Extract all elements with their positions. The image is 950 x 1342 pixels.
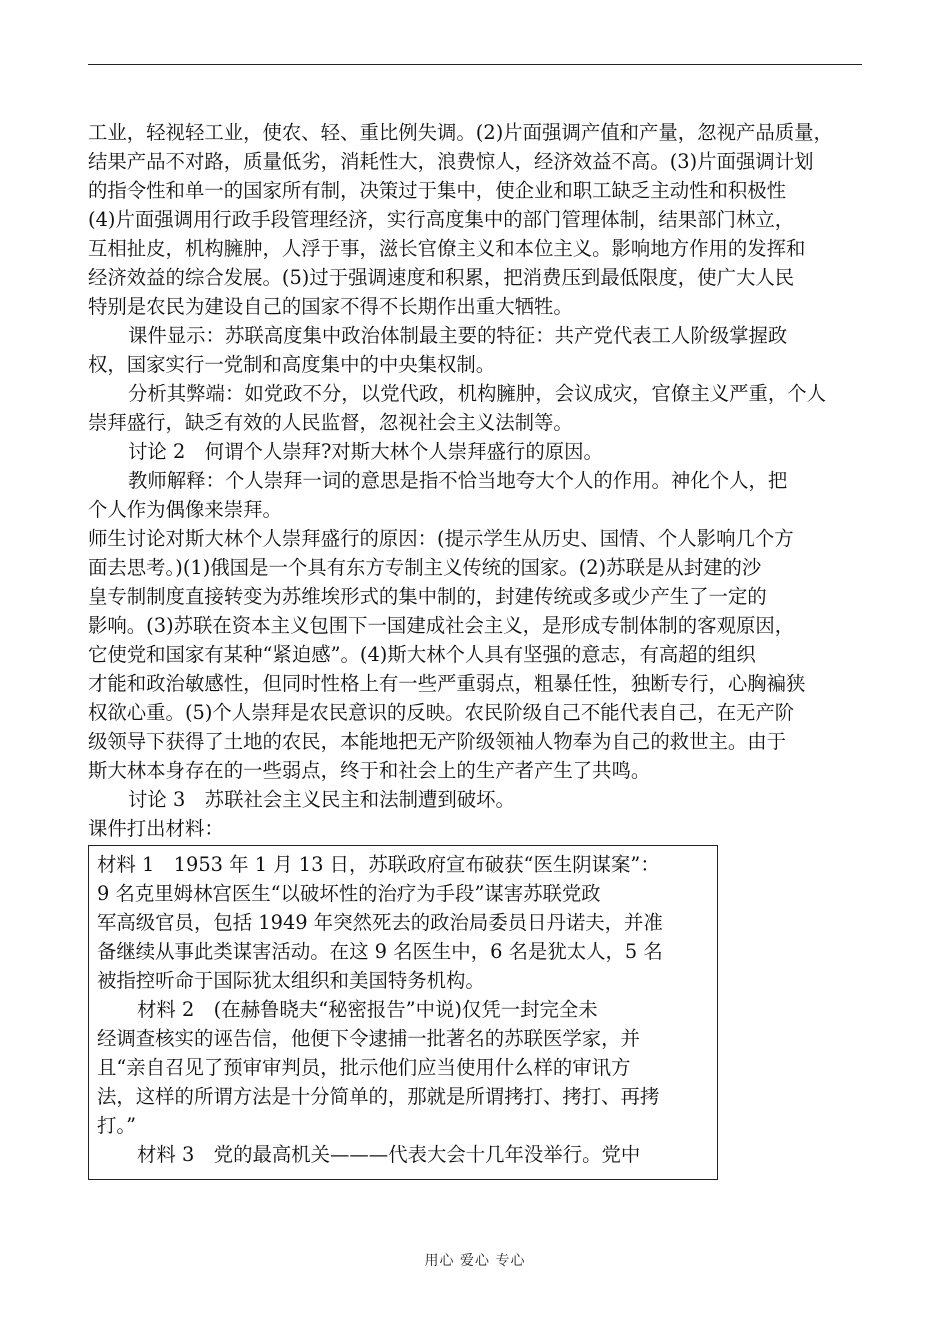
material-line: 且“亲自召见了预审审判员，批示他们应当使用什么样的审讯方 (97, 1056, 631, 1079)
body-line: 课件打出材料： (88, 817, 224, 840)
body-line: 互相扯皮，机构臃肿，人浮于事，滋长官僚主义和本位主义。影响地方作用的发挥和 (88, 237, 806, 260)
body-line: 影响。(3)苏联在资本主义包围下一国建成社会主义，是形成专制体制的客观原因， (88, 614, 795, 637)
body-line: 级领导下获得了土地的农民，本能地把无产阶级领袖人物奉为自己的救世主。由于 (88, 730, 787, 753)
discussion-heading: 讨论 3 苏联社会主义民主和法制遭到破坏。 (128, 788, 515, 811)
body-line: 特别是农民为建设自己的国家不得不长期作出重大牺牲。 (88, 295, 573, 318)
document-body (88, 118, 868, 1180)
material-line: 材料 3 党的最高机关———代表大会十几年没举行。党中 (137, 1143, 641, 1166)
header-rule (88, 64, 862, 65)
body-line: 面去思考。)(1)俄国是一个具有东方专制主义传统的国家。(2)苏联是从封建的沙 (88, 556, 762, 579)
material-box (88, 845, 718, 1180)
material-line: 9 名克里姆林宫医生“以破坏性的治疗为手段”谋害苏联党政 (97, 882, 601, 905)
body-line: 分析其弊端：如党政不分，以党代政，机构臃肿，会议成灾，官僚主义严重，个人 (128, 382, 827, 405)
material-line: 军高级官员，包括 1949 年突然死去的政治局委员日丹诺夫，并准 (97, 911, 663, 934)
body-line: 课件显示：苏联高度集中政治体制最主要的特征：共产党代表工人阶级掌握政 (128, 324, 788, 347)
body-line: 权欲心重。(5)个人崇拜是农民意识的反映。农民阶级自己不能代表自己，在无产阶 (88, 701, 795, 724)
material-line: 被指控听命于国际犹太组织和美国特务机构。 (97, 969, 485, 992)
body-line: 师生讨论对斯大林个人崇拜盛行的原因：(提示学生从历史、国情、个人影响几个方 (88, 527, 794, 550)
body-line: 的指令性和单一的国家所有制，决策过于集中，使企业和职工缺乏主动性和积极性 (88, 179, 787, 202)
page-footer: 用心 爱心 专心 (424, 1253, 526, 1269)
body-line: 结果产品不对路，质量低劣，消耗性大，浪费惊人，经济效益不高。(3)片面强调计划 (88, 150, 814, 173)
body-line: 崇拜盛行，缺乏有效的人民监督，忽视社会主义法制等。 (88, 411, 573, 434)
body-line: 它使党和国家有某种“紧迫感”。(4)斯大林个人具有坚强的意志，有高超的组织 (88, 643, 756, 666)
material-line: 经调查核实的诬告信，他便下令逮捕一批著名的苏联医学家，并 (97, 1027, 640, 1050)
body-line: 才能和政治敏感性，但同时性格上有一些严重弱点，粗暴任性，独断专行，心胸褊狭 (88, 672, 806, 695)
material-line: 法，这样的所谓方法是十分简单的，那就是所谓拷打、拷打、再拷 (97, 1085, 660, 1108)
body-line: 教师解释：个人崇拜一词的意思是指不恰当地夸大个人的作用。神化个人，把 (128, 469, 788, 492)
body-line: 工业，轻视轻工业，使农、轻、重比例失调。(2)片面强调产值和产量，忽视产品质量， (88, 121, 833, 144)
body-line: 斯大林本身存在的一些弱点，终于和社会上的生产者产生了共鸣。 (88, 759, 651, 782)
discussion-heading: 讨论 2 何谓个人崇拜?对斯大林个人崇拜盛行的原因。 (128, 440, 603, 463)
body-line: 经济效益的综合发展。(5)过于强调速度和积累，把消费压到最低限度，使广大人民 (88, 266, 795, 289)
body-line: 权，国家实行一党制和高度集中的中央集权制。 (88, 353, 496, 376)
body-line: 个人作为偶像来崇拜。 (88, 498, 282, 521)
body-line: 皇专制制度直接转变为苏维埃形式的集中制的，封建传统或多或少产生了一定的 (88, 585, 767, 608)
material-line: 材料 2 (在赫鲁晓夫“秘密报告”中说)仅凭一封完全未 (137, 998, 598, 1021)
material-line: 打。” (97, 1114, 136, 1137)
body-line: (4)片面强调用行政手段管理经济，实行高度集中的部门管理体制，结果部门林立， (88, 208, 795, 231)
material-line: 备继续从事此类谋害活动。在这 9 名医生中，6 名是犹太人，5 名 (97, 940, 663, 963)
material-line: 材料 1 1953 年 1 月 13 日，苏联政府宣布破获“医生阴谋案”： (97, 853, 660, 876)
